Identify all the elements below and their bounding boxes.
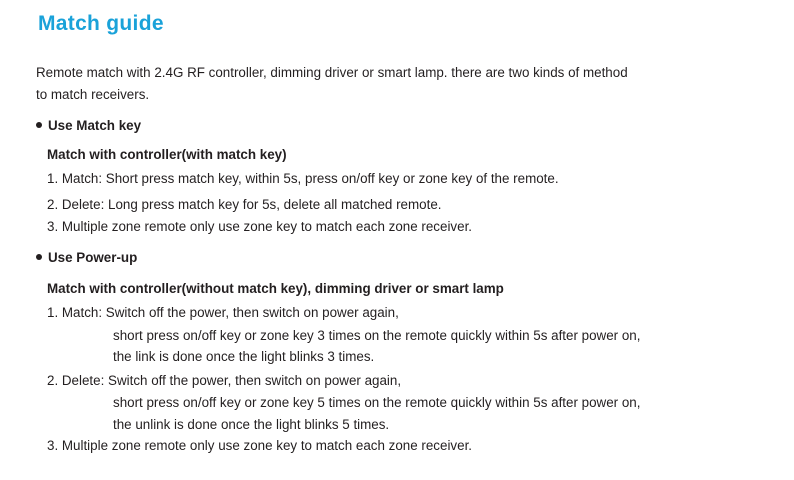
section-heading-power-up — [36, 249, 137, 267]
list-item: 1. Match: Switch off the power, then switch on power again, — [47, 305, 399, 320]
intro-line-1: Remote match with 2.4G RF controller, dimming driver or smart lamp. there are two kinds of method — [36, 65, 628, 80]
list-item-continuation: the unlink is done once the light blinks 5 times. — [113, 417, 390, 432]
bullet-icon — [36, 254, 42, 260]
subheading-without-match-key: Match with controller(without match key), dimming driver or smart lamp — [47, 281, 504, 296]
section-heading-label: Use Match key — [48, 118, 142, 133]
list-item-continuation: short press on/off key or zone key 5 times on the remote quickly within 5s after power on, — [113, 395, 641, 410]
list-item: 2. Delete: Switch off the power, then switch on power again, — [47, 373, 402, 388]
section-heading-match-key — [36, 117, 141, 135]
list-item-continuation: short press on/off key or zone key 3 times on the remote quickly within 5s after power on, — [113, 328, 641, 343]
list-item: 3. Multiple zone remote only use zone key to match each zone receiver. — [47, 438, 473, 453]
list-item: 3. Multiple zone remote only use zone key to match each zone receiver. — [47, 219, 473, 234]
intro-line-2: to match receivers. — [36, 87, 150, 102]
subheading-with-match-key: Match with controller(with match key) — [47, 147, 287, 162]
list-item-continuation: the link is done once the light blinks 3 times. — [113, 349, 375, 364]
list-item: 1. Match: Short press match key, within 5s, press on/off key or zone key of the remote. — [47, 171, 559, 186]
page-title: Match guide — [38, 12, 164, 35]
section-heading-label: Use Power-up — [48, 250, 138, 265]
bullet-icon — [36, 122, 42, 128]
list-item: 2. Delete: Long press match key for 5s, delete all matched remote. — [47, 197, 442, 212]
